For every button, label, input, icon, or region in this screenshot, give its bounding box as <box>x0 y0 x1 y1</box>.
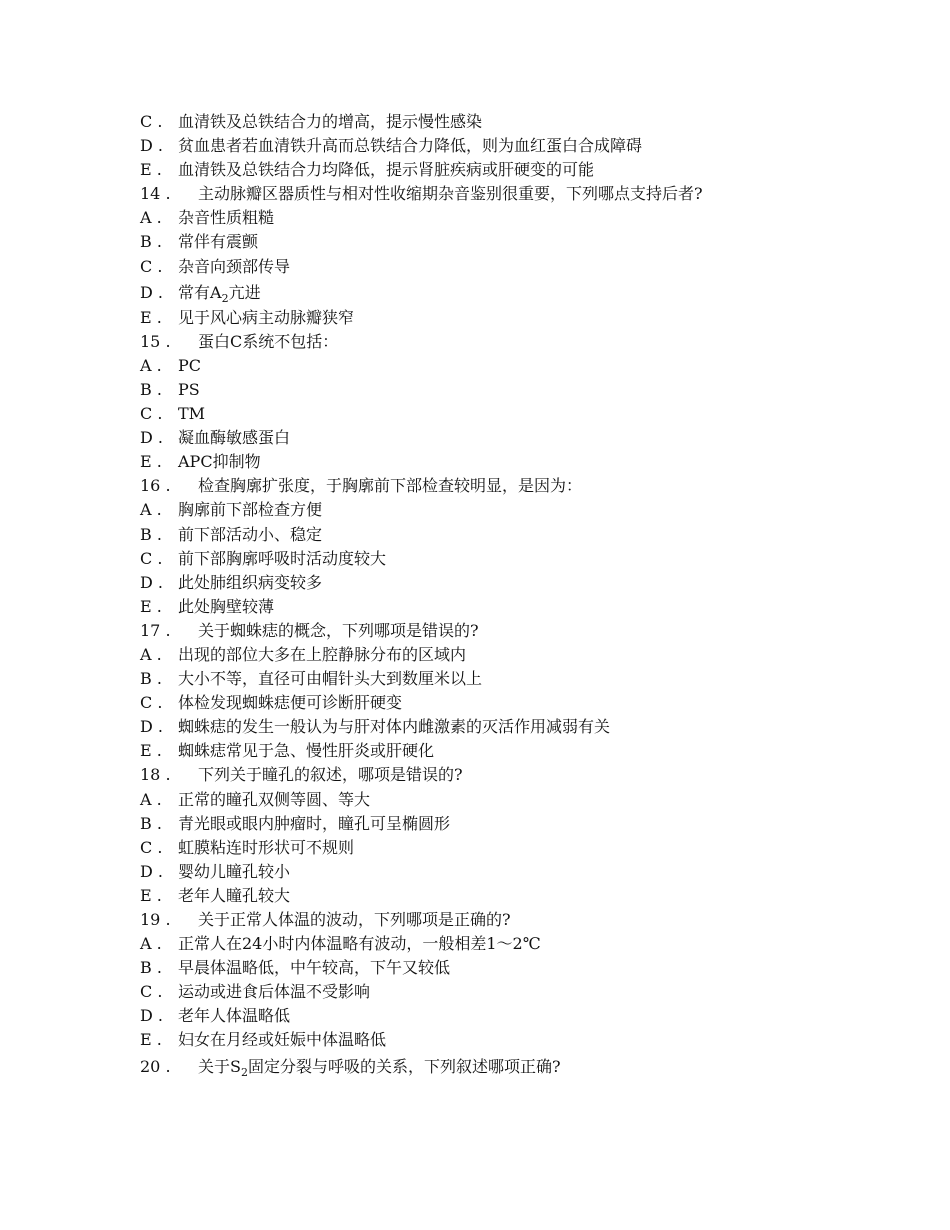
option-text: 常伴有震颤 <box>178 232 259 252</box>
option-text: 大小不等，直径可由帽针头大到数厘米以上 <box>178 669 483 689</box>
q19-option-d <box>140 1004 860 1028</box>
option-text: 见于风心病主动脉瓣狭窄 <box>178 307 355 327</box>
q15-stem <box>140 330 860 354</box>
option-label: E . <box>140 452 162 472</box>
option-label: C . <box>140 404 163 424</box>
option-label: E . <box>140 307 162 327</box>
option-text: 虹膜粘连时形状可不规则 <box>178 837 355 857</box>
option-text: 婴幼儿瞳孔较小 <box>178 861 291 881</box>
option-label: C . <box>140 837 163 857</box>
option-label: C . <box>140 256 163 276</box>
option-label: B . <box>140 958 162 978</box>
option-text: 体检发现蜘蛛痣便可诊断肝硬变 <box>178 693 403 713</box>
option-text: APC抑制物 <box>178 452 261 472</box>
q19-option-b <box>140 956 860 980</box>
question-number: 14 . <box>140 184 171 204</box>
q13-option-e <box>140 158 860 182</box>
option-text: 青光眼或眼内肿瘤时，瞳孔可呈椭圆形 <box>178 813 451 833</box>
question-text: 检查胸廓扩张度，于胸廓前下部检查较明显，是因为： <box>198 476 583 496</box>
option-label: E . <box>140 885 162 905</box>
option-label: C . <box>140 548 163 568</box>
q19-option-a <box>140 932 860 956</box>
question-text: 关于S <box>198 1056 241 1076</box>
option-label: A . <box>140 208 162 228</box>
q16-option-c <box>140 547 860 571</box>
option-text: 此处胸壁较薄 <box>178 596 275 616</box>
option-label: B . <box>140 669 162 689</box>
q18-option-e <box>140 884 860 908</box>
q18-option-a <box>140 788 860 812</box>
option-label: D . <box>140 572 163 592</box>
q19-option-e <box>140 1028 860 1052</box>
option-text: 妇女在月经或妊娠中体温略低 <box>178 1030 387 1050</box>
option-text: 胸廓前下部检查方便 <box>178 500 323 520</box>
option-text: 杂音向颈部传导 <box>178 256 291 276</box>
subscript: 2 <box>221 291 229 305</box>
q16-option-e <box>140 595 860 619</box>
option-text: 老年人瞳孔较大 <box>178 885 291 905</box>
question-text: 蛋白C系统不包括： <box>198 331 339 351</box>
question-number: 19 . <box>140 910 171 929</box>
option-label: A . <box>140 644 162 664</box>
option-label: E . <box>140 741 162 761</box>
option-text: 血清铁及总铁结合力的增高，提示慢性感染 <box>178 112 483 131</box>
q17-option-e <box>140 739 860 763</box>
option-label: B . <box>140 379 162 399</box>
option-text: 运动或进食后体温不受影响 <box>178 982 371 1002</box>
question-number: 18 . <box>140 765 171 785</box>
option-text: 早晨体温略低，中午较高，下午又较低 <box>178 958 451 978</box>
question-text-after: 固定分裂与呼吸的关系，下列叙述哪项正确? <box>247 1056 561 1076</box>
q13-option-d <box>140 134 860 158</box>
option-label: D . <box>140 861 163 881</box>
option-label: B . <box>140 524 162 544</box>
option-text: 出现的部位大多在上腔静脉分布的区域内 <box>178 644 467 664</box>
q20-stem <box>140 1053 860 1080</box>
q15-option-a <box>140 354 860 378</box>
option-text: 正常的瞳孔双侧等圆、等大 <box>178 789 371 809</box>
option-text: 蜘蛛痣常见于急、慢性肝炎或肝硬化 <box>178 741 435 761</box>
question-number: 20 . <box>140 1056 171 1076</box>
option-text: 血清铁及总铁结合力均降低，提示肾脏疾病或肝硬变的可能 <box>178 160 595 180</box>
option-text: TM <box>178 404 206 424</box>
q17-option-b <box>140 667 860 691</box>
q16-stem <box>140 474 860 498</box>
option-label: E . <box>140 596 162 616</box>
q16-option-d <box>140 571 860 595</box>
option-text: PC <box>178 355 202 375</box>
q15-option-b <box>140 378 860 402</box>
subscript: 2 <box>240 1065 248 1079</box>
option-label: B . <box>140 813 162 833</box>
option-text: 老年人体温略低 <box>178 1006 291 1026</box>
q14-option-c <box>140 255 860 279</box>
q14-stem <box>140 182 860 206</box>
question-text: 关于蜘蛛痣的概念，下列哪项是错误的? <box>198 620 479 640</box>
q15-option-d <box>140 426 860 450</box>
option-label: D . <box>140 717 163 737</box>
option-label: A . <box>140 789 162 809</box>
option-text: 贫血患者若血清铁升高而总铁结合力降低，则为血红蛋白合成障碍 <box>178 136 643 156</box>
question-text: 下列关于瞳孔的叙述，哪项是错误的? <box>198 765 463 785</box>
q19-stem <box>140 908 860 932</box>
q18-option-d <box>140 860 860 884</box>
option-text: PS <box>178 379 200 399</box>
option-label: D . <box>140 282 163 302</box>
option-label: C . <box>140 112 163 131</box>
question-number: 17 . <box>140 620 171 640</box>
q17-option-a <box>140 643 860 667</box>
q15-option-e <box>140 450 860 474</box>
question-number: 15 . <box>140 331 171 351</box>
q19-option-c <box>140 980 860 1004</box>
q18-option-b <box>140 812 860 836</box>
option-label: A . <box>140 500 162 520</box>
question-text: 关于正常人体温的波动，下列哪项是正确的? <box>198 910 511 929</box>
q16-option-b <box>140 523 860 547</box>
question-number: 16 . <box>140 476 171 496</box>
option-text: 蜘蛛痣的发生一般认为与肝对体内雌激素的灭活作用减弱有关 <box>178 717 611 737</box>
q13-option-c <box>140 110 860 134</box>
q15-option-c <box>140 402 860 426</box>
q14-option-b <box>140 230 860 254</box>
question-list <box>140 110 860 1080</box>
option-label: B . <box>140 232 162 252</box>
option-label: D . <box>140 136 163 156</box>
q17-option-c <box>140 691 860 715</box>
option-label: E . <box>140 160 162 180</box>
option-label: A . <box>140 934 162 954</box>
option-text: 此处肺组织病变较多 <box>178 572 323 592</box>
option-label: D . <box>140 428 163 448</box>
option-text-after: 亢进 <box>228 282 261 302</box>
option-label: D . <box>140 1006 163 1026</box>
option-text: 前下部胸廓呼吸时活动度较大 <box>178 548 387 568</box>
option-label: A . <box>140 355 162 375</box>
q18-option-c <box>140 836 860 860</box>
option-text: 前下部活动小、稳定 <box>178 524 323 544</box>
option-text: 正常人在24小时内体温略有波动，一般相差1～2℃ <box>178 934 541 954</box>
q14-option-a <box>140 206 860 230</box>
q17-stem <box>140 619 860 643</box>
option-text: 杂音性质粗糙 <box>178 208 275 228</box>
q17-option-d <box>140 715 860 739</box>
question-text: 主动脉瓣区器质性与相对性收缩期杂音鉴别很重要，下列哪点支持后者? <box>198 184 703 204</box>
q18-stem <box>140 763 860 787</box>
option-text: 常有A <box>178 282 222 302</box>
option-text: 凝血酶敏感蛋白 <box>178 428 291 448</box>
q14-option-d <box>140 279 860 306</box>
option-label: C . <box>140 982 163 1002</box>
q14-option-e <box>140 306 860 330</box>
q16-option-a <box>140 498 860 522</box>
option-label: E . <box>140 1030 162 1050</box>
option-label: C . <box>140 693 163 713</box>
